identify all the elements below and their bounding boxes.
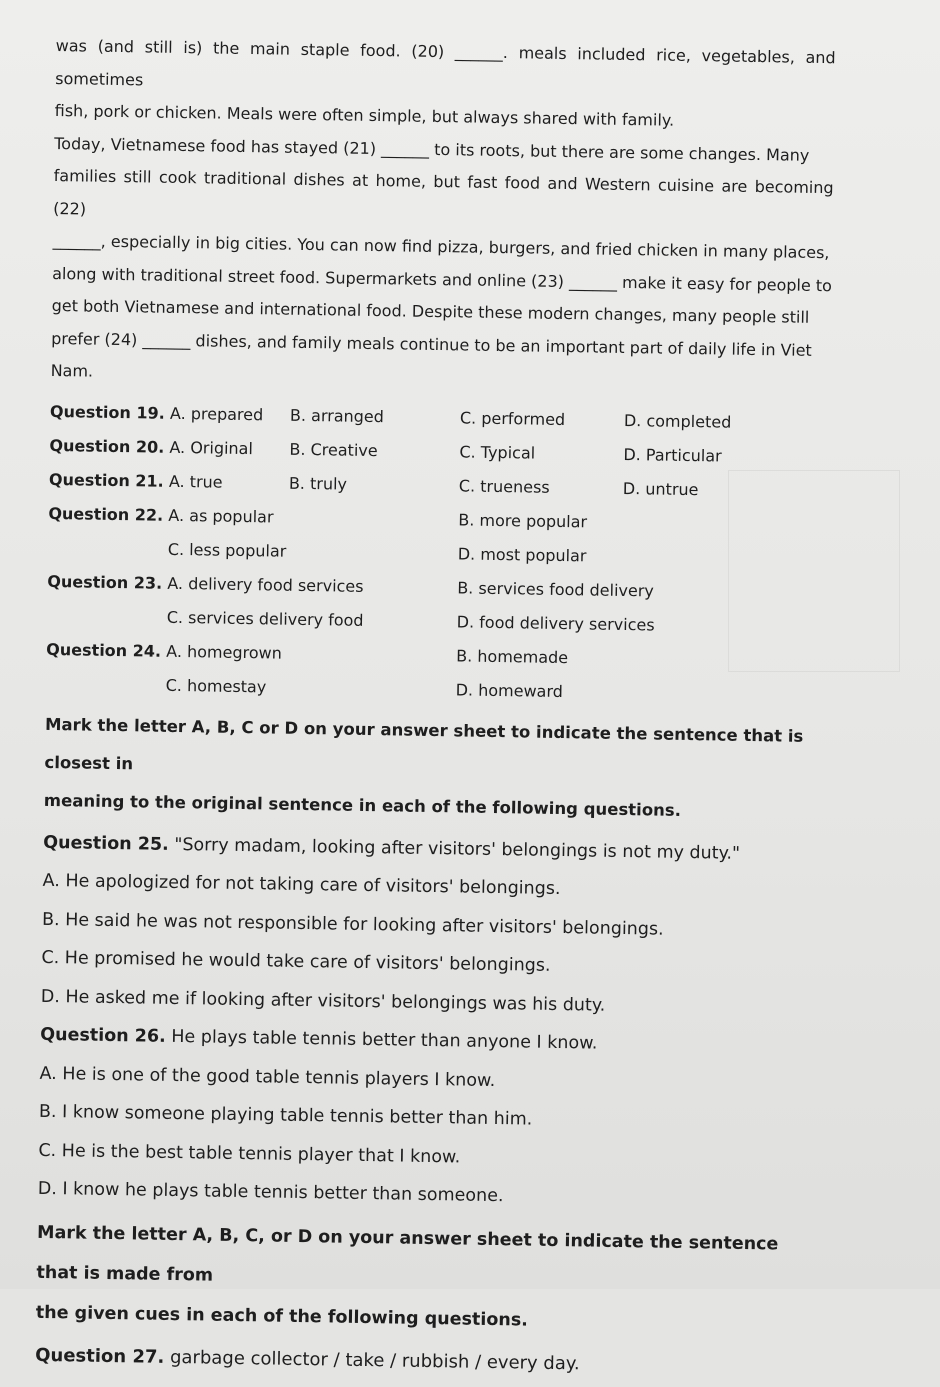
option-b[interactable]: B. arranged	[289, 405, 385, 426]
option-a[interactable]: A. prepared	[169, 403, 264, 424]
question-27	[35, 1336, 816, 1387]
option-a[interactable]: A. He apologized for not taking care of visitors' belongings.	[42, 870, 561, 900]
instruction-line: Mark the letter A, B, C, or D on your answer sheet to indicate the sentence that is made from	[36, 1222, 779, 1286]
reading-passage	[50, 30, 836, 400]
passage-line: families still cook traditional dishes at home, but fast food and Western cuisine are becoming (22)	[53, 165, 834, 218]
question-label: Question 20.	[49, 435, 165, 457]
question-label: Question 22.	[48, 503, 164, 525]
instruction-closest-meaning	[44, 705, 826, 831]
option-d[interactable]: D. homeward	[455, 679, 564, 701]
passage-line: was (and still is) the main staple food. (20) ______. meals included rice, vegetables, and sometimes	[55, 35, 836, 89]
instruction-given-cues	[36, 1212, 818, 1344]
question-label: Question 24.	[46, 639, 162, 661]
option-a[interactable]: A. He is one of the good table tennis players I know.	[39, 1063, 496, 1091]
option-a[interactable]: A. delivery food services	[167, 573, 364, 596]
instruction-line: the given cues in each of the following questions.	[35, 1302, 529, 1331]
worksheet-page	[35, 30, 836, 1387]
option-d[interactable]: D. completed	[623, 410, 732, 432]
question-label: Question 27.	[35, 1344, 165, 1368]
option-c[interactable]: C. Typical	[459, 441, 536, 463]
question-label: Question 26.	[40, 1024, 166, 1047]
option-d[interactable]: D. I know he plays table tennis better than someone.	[37, 1178, 504, 1207]
passage-line: along with traditional street food. Supermarkets and online (23) ______ make it easy for people to	[52, 263, 833, 295]
option-b[interactable]: B. more popular	[458, 509, 588, 531]
option-b[interactable]: B. He said he was not responsible for looking after visitors' belongings.	[41, 909, 664, 940]
question-label: Question 25.	[43, 832, 169, 855]
passage-line: Nam.	[50, 360, 94, 381]
question-25	[41, 823, 824, 1028]
option-c[interactable]: C. homestay	[165, 675, 267, 696]
instruction-line: Mark the letter A, B, C or D on your answer sheet to indicate the sentence that is closest in	[44, 714, 804, 773]
passage-line: fish, pork or chicken. Meals were often simple, but always shared with family.	[54, 100, 675, 130]
option-c[interactable]: C. services delivery food	[166, 607, 364, 630]
option-d[interactable]: D. most popular	[457, 543, 587, 565]
question-text: garbage collector / take / rubbish / every day.	[169, 1346, 580, 1374]
option-b[interactable]: B. I know someone playing table tennis better than him.	[38, 1101, 533, 1130]
option-d[interactable]: D. food delivery services	[456, 611, 655, 634]
option-a[interactable]: A. true	[168, 471, 223, 492]
passage-line: get both Vietnamese and international food. Despite these modern changes, many people still	[51, 295, 810, 327]
option-c[interactable]: C. He is the best table tennis player that I know.	[38, 1140, 461, 1167]
option-b[interactable]: B. Creative	[289, 439, 378, 460]
option-b[interactable]: B. services food delivery	[457, 577, 655, 600]
option-c[interactable]: C. trueness	[458, 475, 550, 497]
option-d[interactable]: D. Particular	[623, 444, 722, 466]
passage-line: prefer (24) ______ dishes, and family meals continue to be an important part of daily life in Viet	[51, 328, 812, 360]
passage-line: Today, Vietnamese food has stayed (21) ______ to its roots, but there are some changes. Many	[54, 133, 810, 165]
question-label: Question 21.	[48, 469, 164, 491]
instruction-line: meaning to the original sentence in each of the following questions.	[43, 790, 682, 820]
question-text: "Sorry madam, looking after visitors' belongings is not my duty."	[174, 834, 741, 864]
question-label: Question 23.	[47, 571, 163, 593]
option-a[interactable]: A. Original	[169, 437, 254, 458]
question-label: Question 19.	[49, 401, 165, 423]
option-c[interactable]: C. less popular	[167, 539, 287, 561]
option-b[interactable]: B. truly	[288, 473, 348, 494]
option-c[interactable]: C. performed	[459, 407, 566, 429]
question-26	[37, 1016, 820, 1221]
option-d[interactable]: D. He asked me if looking after visitors' belongings was his duty.	[40, 986, 606, 1016]
option-d[interactable]: D. untrue	[622, 478, 699, 499]
option-a[interactable]: A. as popular	[168, 505, 274, 526]
option-a[interactable]: A. homegrown	[166, 641, 282, 663]
option-c[interactable]: C. He promised he would take care of visitors' belongings.	[41, 947, 551, 976]
passage-line: ______, especially in big cities. You can now find pizza, burgers, and fried chicken in many places,	[52, 230, 830, 263]
option-b[interactable]: B. homemade	[456, 645, 569, 667]
question-text: He plays table tennis better than anyone I know.	[171, 1026, 598, 1054]
